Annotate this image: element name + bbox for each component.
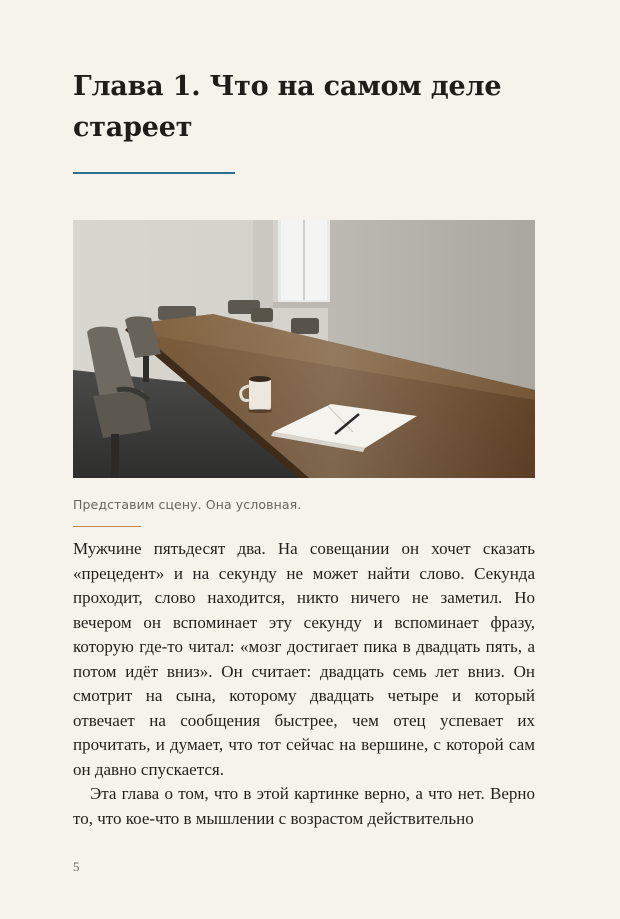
chapter-illustration	[73, 220, 535, 478]
title-divider	[73, 172, 235, 174]
chapter-title: Глава 1. Что на самом деле стареет	[73, 71, 502, 143]
body-paragraph: Мужчине пятьдесят два. На совещании он хочет сказать «прецедент» и на секунду не может найти слово. Секунда проходит, слово находится, никто ничего не заметил. Но вечером он вспоминает эту секунду и вспоминает фразу, которую где-то читал: «мозг достигает пика в двадцать пять, а потом идёт вниз». Он считает: двадцать семь лет вниз. Он смотрит на сына, которому двадцать четыре и который отвечает на сообщения быстрее, чем отец успевает их прочитать, и думает, что тот сейчас на вершине, с которой сам он давно спускается.	[73, 539, 535, 779]
chapter-body	[73, 537, 535, 831]
caption-divider	[73, 526, 141, 527]
figure-caption: Представим сцену. Она условная.	[73, 497, 302, 512]
page-number: 5	[73, 859, 80, 874]
body-paragraph: Эта глава о том, что в этой картинке верно, а что нет. Верно то, что кое-что в мышлении с возрастом действительно	[73, 784, 535, 828]
